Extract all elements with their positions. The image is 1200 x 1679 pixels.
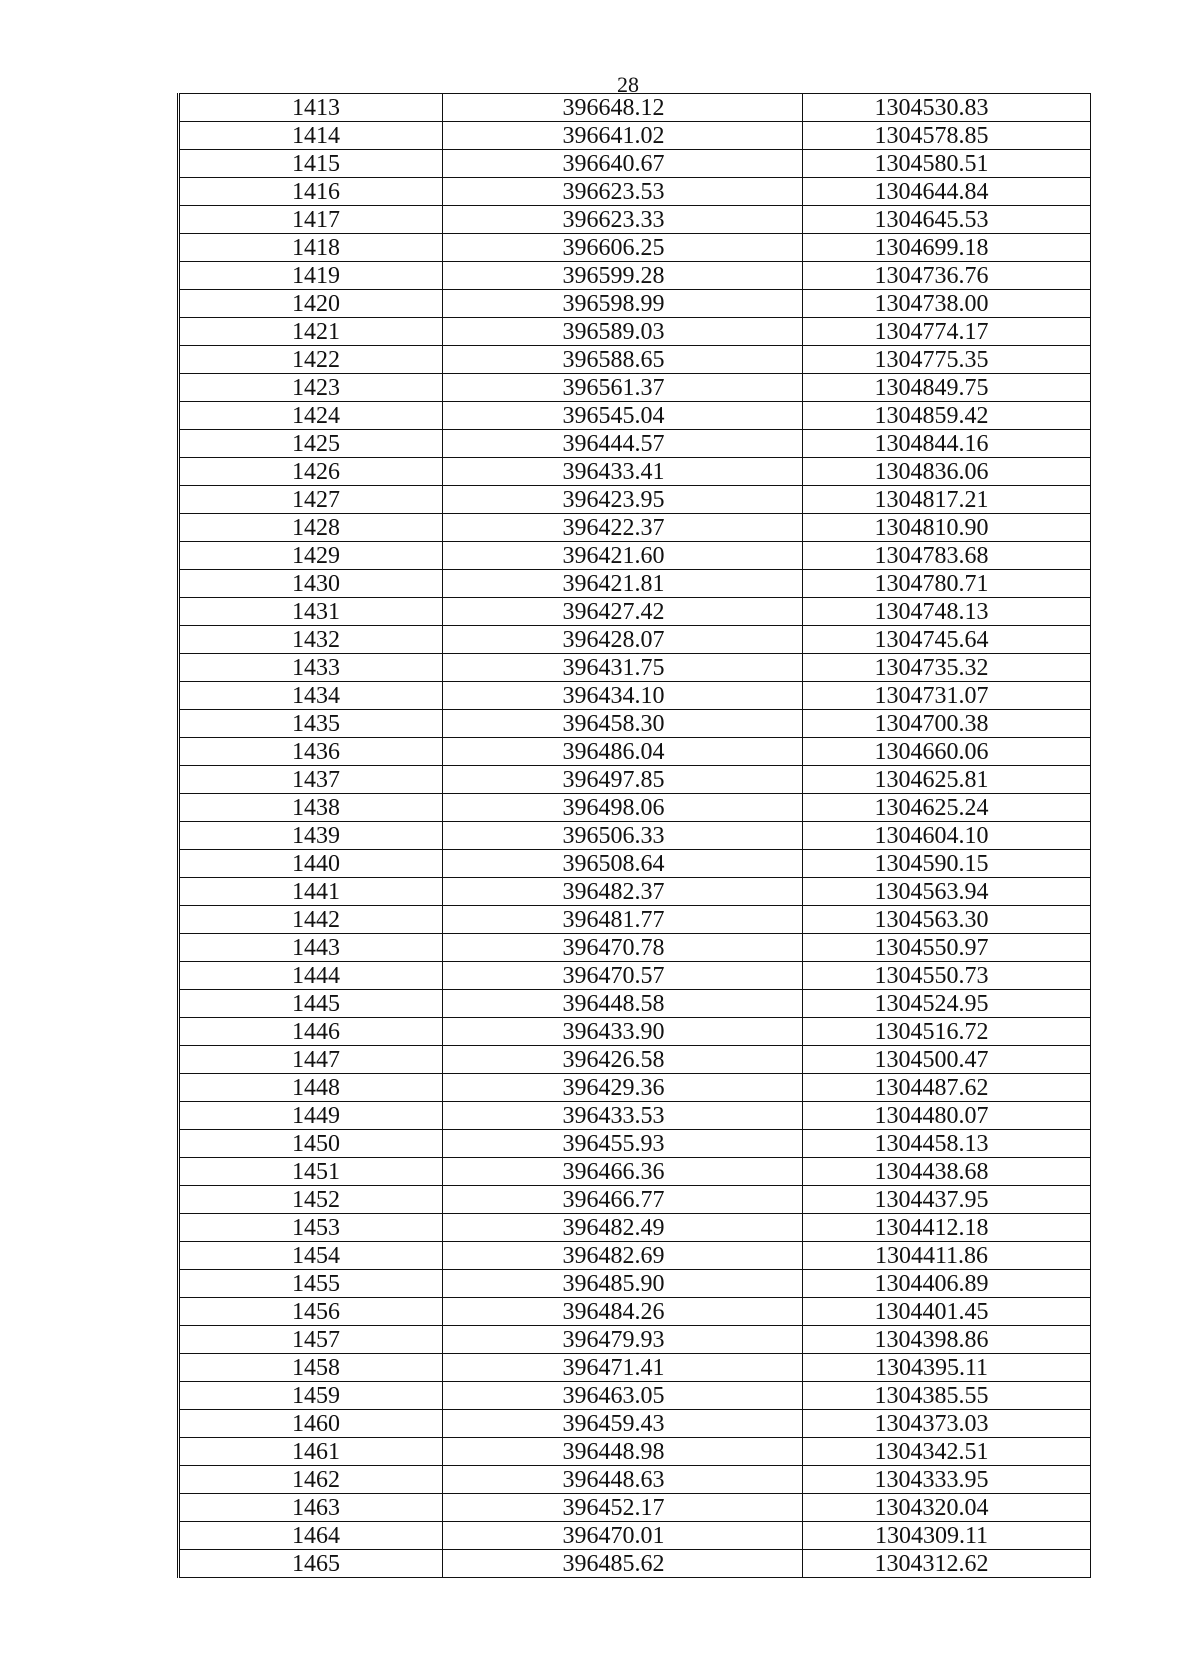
point-number-cell: 1413 [179,94,443,122]
y-coordinate-cell: 1304395.11 [803,1354,1091,1382]
point-number-cell: 1414 [179,122,443,150]
point-number-cell: 1441 [179,878,443,906]
table-row [179,1354,1091,1382]
table-row [179,262,1091,290]
x-coordinate-cell: 396421.60 [443,542,803,570]
x-coordinate-cell: 396623.53 [443,178,803,206]
x-coordinate-cell: 396448.63 [443,1466,803,1494]
y-coordinate-cell: 1304312.62 [803,1550,1091,1578]
point-number-cell: 1417 [179,206,443,234]
point-number-cell: 1464 [179,1522,443,1550]
x-coordinate-cell: 396426.58 [443,1046,803,1074]
table-row [179,514,1091,542]
x-coordinate-cell: 396598.99 [443,290,803,318]
table-row [179,346,1091,374]
x-coordinate-cell: 396429.36 [443,1074,803,1102]
x-coordinate-cell: 396599.28 [443,262,803,290]
table-row [179,206,1091,234]
y-coordinate-cell: 1304836.06 [803,458,1091,486]
x-coordinate-cell: 396561.37 [443,374,803,402]
x-coordinate-cell: 396481.77 [443,906,803,934]
x-coordinate-cell: 396427.42 [443,598,803,626]
y-coordinate-cell: 1304780.71 [803,570,1091,598]
point-number-cell: 1433 [179,654,443,682]
point-number-cell: 1415 [179,150,443,178]
point-number-cell: 1422 [179,346,443,374]
y-coordinate-cell: 1304487.62 [803,1074,1091,1102]
table-row [179,1494,1091,1522]
y-coordinate-cell: 1304438.68 [803,1158,1091,1186]
y-coordinate-cell: 1304373.03 [803,1410,1091,1438]
x-coordinate-cell: 396497.85 [443,766,803,794]
table-row [179,1438,1091,1466]
table-row [179,542,1091,570]
point-number-cell: 1418 [179,234,443,262]
table-row [179,1326,1091,1354]
x-coordinate-cell: 396640.67 [443,150,803,178]
y-coordinate-cell: 1304480.07 [803,1102,1091,1130]
table-row [179,122,1091,150]
x-coordinate-cell: 396623.33 [443,206,803,234]
x-coordinate-cell: 396545.04 [443,402,803,430]
y-coordinate-cell: 1304783.68 [803,542,1091,570]
y-coordinate-cell: 1304644.84 [803,178,1091,206]
point-number-cell: 1437 [179,766,443,794]
point-number-cell: 1445 [179,990,443,1018]
y-coordinate-cell: 1304590.15 [803,850,1091,878]
table-row [179,1410,1091,1438]
table-row [179,1242,1091,1270]
x-coordinate-cell: 396470.57 [443,962,803,990]
y-coordinate-cell: 1304563.30 [803,906,1091,934]
point-number-cell: 1453 [179,1214,443,1242]
table-row [179,1046,1091,1074]
y-coordinate-cell: 1304859.42 [803,402,1091,430]
y-coordinate-cell: 1304401.45 [803,1298,1091,1326]
y-coordinate-cell: 1304437.95 [803,1186,1091,1214]
y-coordinate-cell: 1304735.32 [803,654,1091,682]
y-coordinate-cell: 1304550.73 [803,962,1091,990]
x-coordinate-cell: 396648.12 [443,94,803,122]
x-coordinate-cell: 396471.41 [443,1354,803,1382]
y-coordinate-cell: 1304385.55 [803,1382,1091,1410]
point-number-cell: 1457 [179,1326,443,1354]
x-coordinate-cell: 396470.01 [443,1522,803,1550]
point-number-cell: 1451 [179,1158,443,1186]
table-row [179,318,1091,346]
y-coordinate-cell: 1304398.86 [803,1326,1091,1354]
point-number-cell: 1461 [179,1438,443,1466]
table-row [179,1130,1091,1158]
point-number-cell: 1425 [179,430,443,458]
table-row [179,458,1091,486]
table-row [179,1186,1091,1214]
x-coordinate-cell: 396606.25 [443,234,803,262]
point-number-cell: 1462 [179,1466,443,1494]
table-row [179,962,1091,990]
table-row [179,1466,1091,1494]
x-coordinate-cell: 396434.10 [443,682,803,710]
point-number-cell: 1443 [179,934,443,962]
point-number-cell: 1463 [179,1494,443,1522]
y-coordinate-cell: 1304745.64 [803,626,1091,654]
y-coordinate-cell: 1304342.51 [803,1438,1091,1466]
point-number-cell: 1447 [179,1046,443,1074]
x-coordinate-cell: 396459.43 [443,1410,803,1438]
point-number-cell: 1446 [179,1018,443,1046]
y-coordinate-cell: 1304604.10 [803,822,1091,850]
table-row [179,1270,1091,1298]
table-row [179,1018,1091,1046]
x-coordinate-cell: 396448.58 [443,990,803,1018]
y-coordinate-cell: 1304563.94 [803,878,1091,906]
x-coordinate-cell: 396444.57 [443,430,803,458]
table-row [179,794,1091,822]
x-coordinate-cell: 396455.93 [443,1130,803,1158]
point-number-cell: 1456 [179,1298,443,1326]
point-number-cell: 1455 [179,1270,443,1298]
y-coordinate-cell: 1304660.06 [803,738,1091,766]
x-coordinate-cell: 396433.53 [443,1102,803,1130]
y-coordinate-cell: 1304849.75 [803,374,1091,402]
table-row [179,878,1091,906]
table-row [179,822,1091,850]
x-coordinate-cell: 396479.93 [443,1326,803,1354]
point-number-cell: 1432 [179,626,443,654]
x-coordinate-cell: 396588.65 [443,346,803,374]
point-number-cell: 1465 [179,1550,443,1578]
point-number-cell: 1434 [179,682,443,710]
table-row [179,1522,1091,1550]
x-coordinate-cell: 396506.33 [443,822,803,850]
x-coordinate-cell: 396484.26 [443,1298,803,1326]
x-coordinate-cell: 396466.77 [443,1186,803,1214]
point-number-cell: 1419 [179,262,443,290]
x-coordinate-cell: 396508.64 [443,850,803,878]
y-coordinate-cell: 1304738.00 [803,290,1091,318]
point-number-cell: 1440 [179,850,443,878]
y-coordinate-cell: 1304625.24 [803,794,1091,822]
point-number-cell: 1442 [179,906,443,934]
table-row [179,94,1091,122]
x-coordinate-cell: 396458.30 [443,710,803,738]
y-coordinate-cell: 1304817.21 [803,486,1091,514]
x-coordinate-cell: 396431.75 [443,654,803,682]
y-coordinate-cell: 1304333.95 [803,1466,1091,1494]
x-coordinate-cell: 396422.37 [443,514,803,542]
table-row [179,990,1091,1018]
point-number-cell: 1429 [179,542,443,570]
point-number-cell: 1423 [179,374,443,402]
point-number-cell: 1436 [179,738,443,766]
table-row [179,850,1091,878]
table-row [179,486,1091,514]
point-number-cell: 1458 [179,1354,443,1382]
y-coordinate-cell: 1304458.13 [803,1130,1091,1158]
table-row [179,178,1091,206]
table-row [179,150,1091,178]
y-coordinate-cell: 1304625.81 [803,766,1091,794]
x-coordinate-cell: 396485.90 [443,1270,803,1298]
y-coordinate-cell: 1304524.95 [803,990,1091,1018]
point-number-cell: 1439 [179,822,443,850]
point-number-cell: 1444 [179,962,443,990]
y-coordinate-cell: 1304309.11 [803,1522,1091,1550]
table-row [179,766,1091,794]
y-coordinate-cell: 1304412.18 [803,1214,1091,1242]
table-row [179,934,1091,962]
y-coordinate-cell: 1304411.86 [803,1242,1091,1270]
table-row [179,1382,1091,1410]
x-coordinate-cell: 396485.62 [443,1550,803,1578]
table-row [179,738,1091,766]
point-number-cell: 1460 [179,1410,443,1438]
y-coordinate-cell: 1304580.51 [803,150,1091,178]
x-coordinate-cell: 396482.37 [443,878,803,906]
table-row [179,430,1091,458]
y-coordinate-cell: 1304578.85 [803,122,1091,150]
table-row [179,1298,1091,1326]
point-number-cell: 1438 [179,794,443,822]
point-number-cell: 1452 [179,1186,443,1214]
table-row [179,234,1091,262]
y-coordinate-cell: 1304516.72 [803,1018,1091,1046]
x-coordinate-cell: 396470.78 [443,934,803,962]
page-number: 28 [617,72,639,97]
y-coordinate-cell: 1304645.53 [803,206,1091,234]
y-coordinate-cell: 1304774.17 [803,318,1091,346]
y-coordinate-cell: 1304406.89 [803,1270,1091,1298]
x-coordinate-cell: 396482.69 [443,1242,803,1270]
table-row [179,570,1091,598]
y-coordinate-cell: 1304320.04 [803,1494,1091,1522]
y-coordinate-cell: 1304530.83 [803,94,1091,122]
y-coordinate-cell: 1304700.38 [803,710,1091,738]
x-coordinate-cell: 396498.06 [443,794,803,822]
point-number-cell: 1427 [179,486,443,514]
y-coordinate-cell: 1304550.97 [803,934,1091,962]
y-coordinate-cell: 1304810.90 [803,514,1091,542]
table-row [179,906,1091,934]
point-number-cell: 1416 [179,178,443,206]
table-row [179,290,1091,318]
table-row [179,598,1091,626]
x-coordinate-cell: 396452.17 [443,1494,803,1522]
point-number-cell: 1454 [179,1242,443,1270]
x-coordinate-cell: 396421.81 [443,570,803,598]
x-coordinate-cell: 396423.95 [443,486,803,514]
table-row [179,374,1091,402]
table-row [179,1102,1091,1130]
x-coordinate-cell: 396589.03 [443,318,803,346]
y-coordinate-cell: 1304500.47 [803,1046,1091,1074]
point-number-cell: 1449 [179,1102,443,1130]
coordinates-table-body [179,94,1091,1578]
table-row [179,1214,1091,1242]
coordinates-table [177,93,1091,1578]
x-coordinate-cell: 396433.90 [443,1018,803,1046]
point-number-cell: 1428 [179,514,443,542]
y-coordinate-cell: 1304699.18 [803,234,1091,262]
y-coordinate-cell: 1304731.07 [803,682,1091,710]
point-number-cell: 1450 [179,1130,443,1158]
point-number-cell: 1424 [179,402,443,430]
point-number-cell: 1448 [179,1074,443,1102]
x-coordinate-cell: 396466.36 [443,1158,803,1186]
table-row [179,1158,1091,1186]
table-row [179,654,1091,682]
table-row [179,1550,1091,1578]
x-coordinate-cell: 396433.41 [443,458,803,486]
y-coordinate-cell: 1304736.76 [803,262,1091,290]
point-number-cell: 1431 [179,598,443,626]
x-coordinate-cell: 396641.02 [443,122,803,150]
point-number-cell: 1430 [179,570,443,598]
x-coordinate-cell: 396486.04 [443,738,803,766]
x-coordinate-cell: 396482.49 [443,1214,803,1242]
point-number-cell: 1420 [179,290,443,318]
point-number-cell: 1435 [179,710,443,738]
table-row [179,682,1091,710]
table-row [179,402,1091,430]
y-coordinate-cell: 1304748.13 [803,598,1091,626]
table-row [179,710,1091,738]
table-row [179,626,1091,654]
point-number-cell: 1421 [179,318,443,346]
x-coordinate-cell: 396448.98 [443,1438,803,1466]
x-coordinate-cell: 396463.05 [443,1382,803,1410]
point-number-cell: 1459 [179,1382,443,1410]
table-row [179,1074,1091,1102]
y-coordinate-cell: 1304844.16 [803,430,1091,458]
point-number-cell: 1426 [179,458,443,486]
y-coordinate-cell: 1304775.35 [803,346,1091,374]
x-coordinate-cell: 396428.07 [443,626,803,654]
